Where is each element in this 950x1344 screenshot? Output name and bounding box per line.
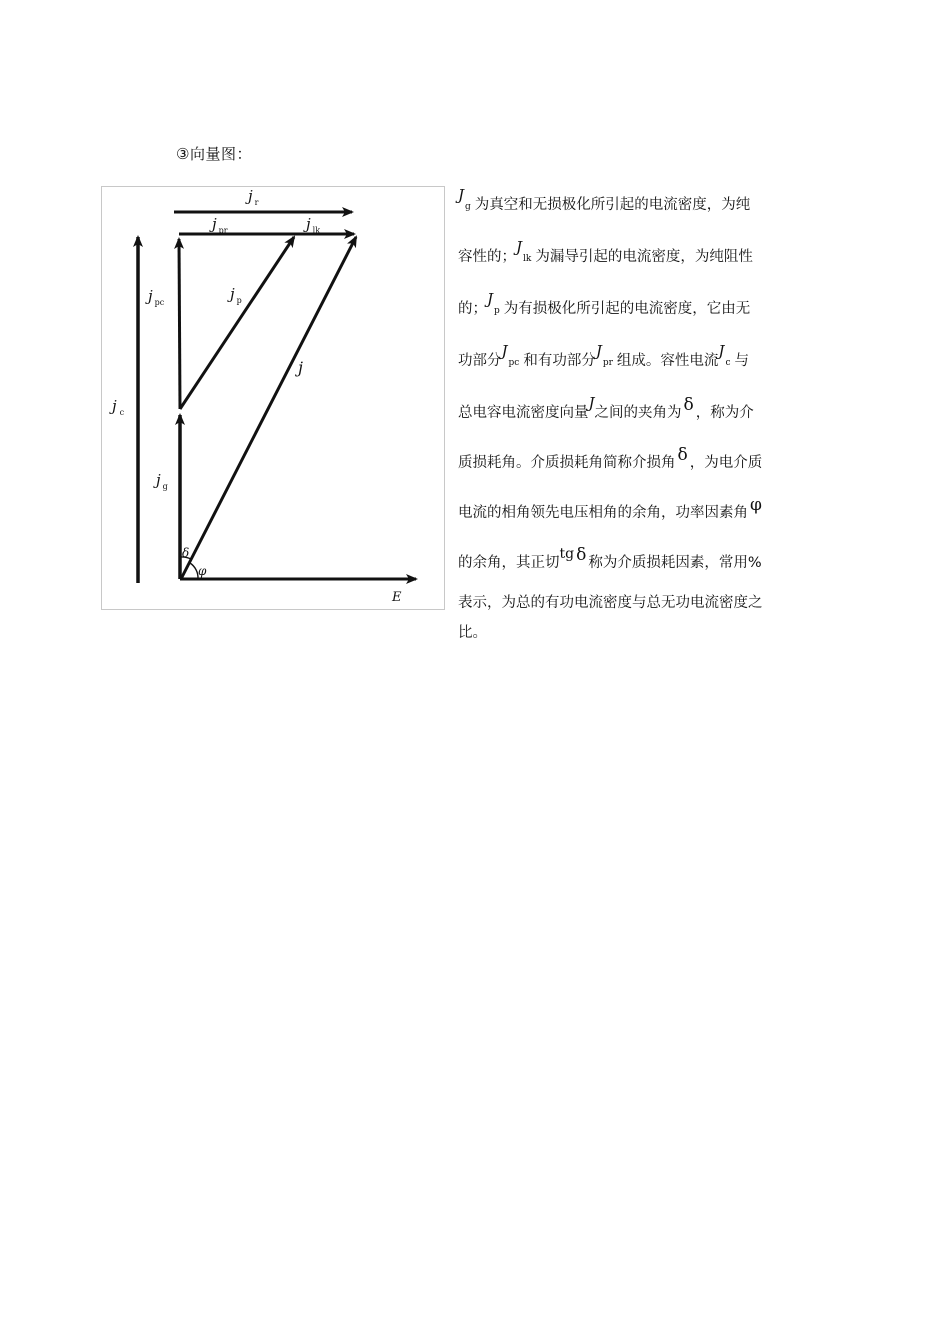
text-line: 表示，为总的有功电流密度与总无功电流密度之 — [458, 595, 763, 611]
label-jc: j $_c$ — [112, 397, 125, 417]
vector-diagram — [101, 186, 445, 610]
label-E: E — [392, 590, 402, 605]
label-jr: j $_r$ — [248, 187, 259, 207]
text-line: 的余角，其正切tg δ 称为介质损耗因素，常用% — [458, 545, 762, 571]
explanation-text — [458, 180, 810, 648]
label-jpr: j $_{pr}$ — [212, 215, 228, 235]
vector-jpc — [179, 239, 180, 409]
label-delta: δ — [182, 546, 190, 560]
label-jlk: j $_{lk}$ — [306, 215, 321, 235]
text-line: 的；Jp 为有损极化所引起的电流密度，它由无 — [458, 290, 751, 317]
vector-diagram-svg — [102, 187, 446, 611]
text-line: Jg 为真空和无损极化所引起的电流密度，为纯 — [458, 186, 751, 213]
label-jpc: j $_{pc}$ — [148, 287, 165, 307]
text-line: 总电容电流密度向量J之间的夹角为 δ ，称为介 — [458, 394, 754, 421]
text-line: 比。 — [458, 625, 487, 641]
text-line: 质损耗角。介质损耗角简称介损角 δ ，为电介质 — [458, 445, 763, 471]
label-jg: j $_g$ — [156, 471, 168, 491]
section-heading: ③向量图： — [176, 145, 252, 163]
vector-j — [181, 237, 356, 579]
label-jp: j $_p$ — [230, 285, 242, 305]
text-line: 功部分Jpc 和有功部分Jpr 组成。容性电流Jc 与 — [458, 342, 749, 369]
text-line: 容性的；Jlk 为漏导引起的电流密度，为纯阻性 — [458, 238, 753, 265]
vector-jp — [180, 237, 294, 409]
label-j: j — [298, 358, 303, 377]
label-phi: φ — [198, 564, 207, 578]
text-line: 电流的相角领先电压相角的余角，功率因素角 φ — [458, 495, 762, 521]
angle-arc-phi — [190, 563, 198, 579]
